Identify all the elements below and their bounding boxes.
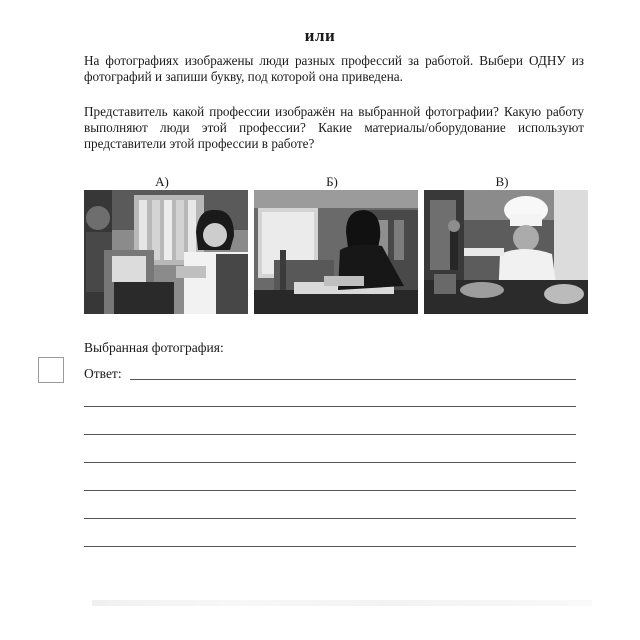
questions-paragraph: Представитель какой профессии изображён на выбранной фотографии? Какую работу выполняют люди этой профессии? Какие материалы/оборудование используют представители этой профессии в работе? — [84, 104, 584, 151]
writing-line[interactable] — [84, 462, 576, 463]
writing-line[interactable] — [84, 406, 576, 407]
writing-line[interactable] — [84, 518, 576, 519]
photo-cook[interactable] — [424, 190, 588, 314]
cashier-photo-image — [84, 190, 248, 314]
seamstress-photo-image — [254, 190, 418, 314]
photo-cashier[interactable] — [84, 190, 248, 314]
chosen-photo-label: Выбранная фотография: — [84, 340, 224, 355]
instruction-paragraph: На фотографиях изображены люди разных профессий за работой. Выбери ОДНУ из фотографий и запиши букву, под которой она приведена. — [84, 53, 584, 84]
photo-label-a: А) — [155, 174, 169, 189]
photo-label-b: Б) — [326, 174, 338, 189]
writing-line[interactable] — [84, 490, 576, 491]
section-heading: или — [304, 26, 336, 45]
answer-box[interactable] — [38, 357, 64, 383]
writing-line[interactable] — [84, 546, 576, 547]
scan-artifact — [92, 600, 592, 606]
answer-label: Ответ: — [84, 366, 122, 381]
cook-photo-image — [424, 190, 588, 314]
photo-label-c: В) — [495, 174, 509, 189]
photo-seamstress[interactable] — [254, 190, 418, 314]
writing-line[interactable] — [84, 434, 576, 435]
answer-line[interactable] — [130, 379, 576, 380]
